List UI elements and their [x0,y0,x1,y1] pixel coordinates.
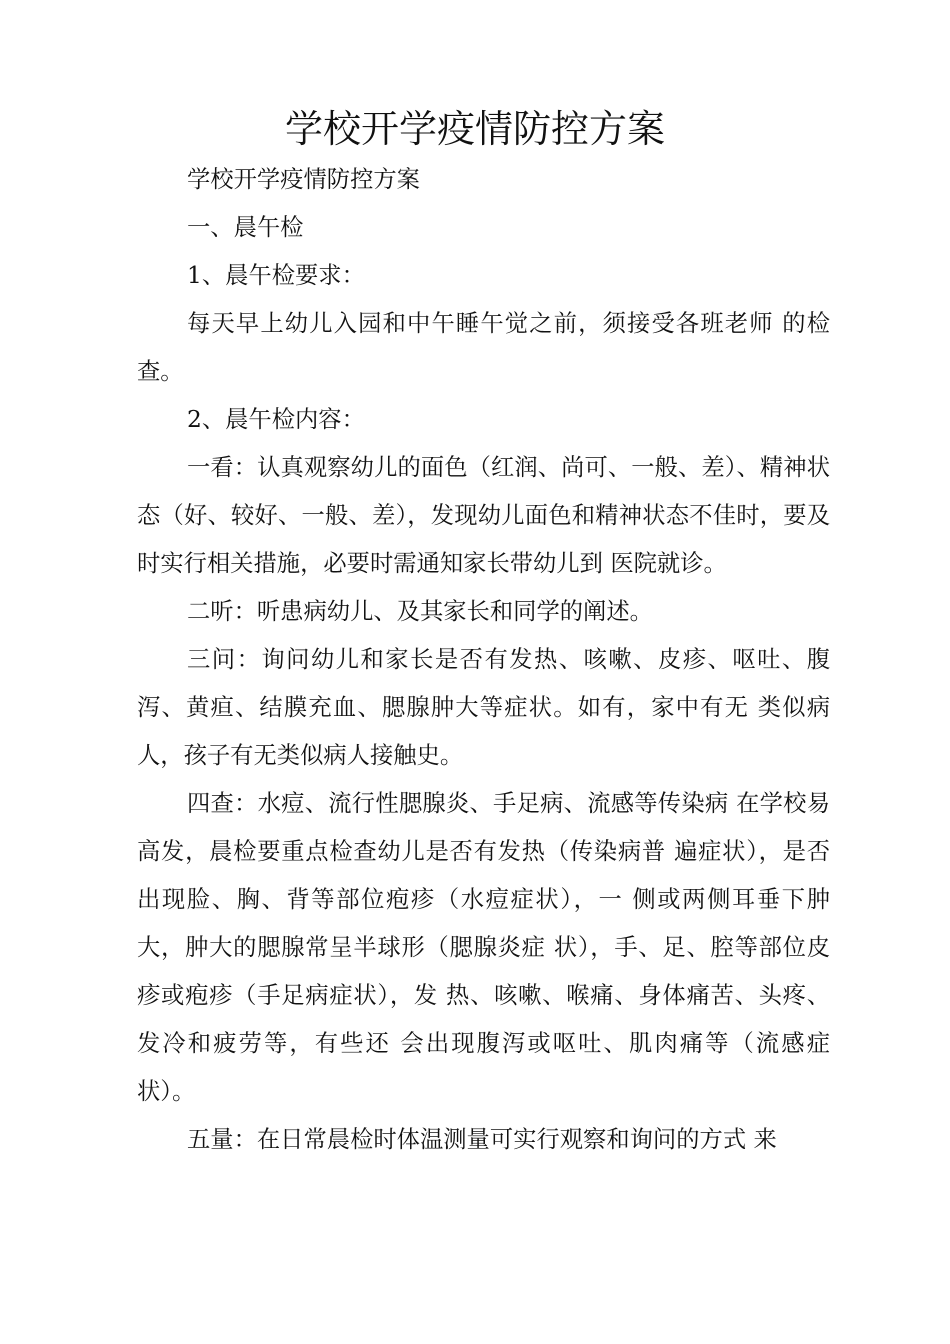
paragraph-subtitle: 学校开学疫情防控方案 [187,166,420,193]
document-body [137,156,830,1164]
paragraph-listen: 二听：听患病幼儿、及其家长和同学的阐述。 [187,598,653,625]
paragraph-section-heading: 一、晨午检 [187,214,304,241]
paragraph-ask: 三问：询问幼儿和家长是否有发热、咳嗽、皮疹、呕吐、腹泻、黄疸、结膜充血、腮腺肿大等症状。如有，家中有无 类似病人，孩子有无类似病人接触史。 [137,646,830,769]
paragraph-measure: 五量：在日常晨检时体温测量可实行观察和询问的方式 来 [187,1126,777,1153]
document-title: 学校开学疫情防控方案 [284,107,665,151]
paragraph-subheading-contents: 2、晨午检内容： [187,406,365,433]
paragraph-check: 四查：水痘、流行性腮腺炎、手足病、流感等传染病 在学校易高发，晨检要重点检查幼儿是否有发热（传染病普 遍症状），是否出现脸、胸、背等部位疱疹（水痘症状），一 侧或两侧耳垂下肿大，肿大的腮腺常呈半球形（腮腺炎症 状），手、足、腔等部位皮疹或疱疹（手足病症状），发 热、咳嗽、喉痛、身体痛苦、头疼、发冷和疲劳等，有些还 会出现腹泻或呕吐、肌肉痛等（流感症状）。 [137,790,830,1105]
paragraph-look: 一看：认真观察幼儿的面色（红润、尚可、一般、差）、精神状态（好、较好、一般、差），发现幼儿面色和精神状态不佳时，要及时实行相关措施，必要时需通知家长带幼儿到 医院就诊。 [137,454,830,577]
paragraph-requirements: 每天早上幼儿入园和中午睡午觉之前，须接受各班老师 的检查。 [137,310,830,385]
paragraph-subheading-requirements: 1、晨午检要求： [187,262,365,289]
